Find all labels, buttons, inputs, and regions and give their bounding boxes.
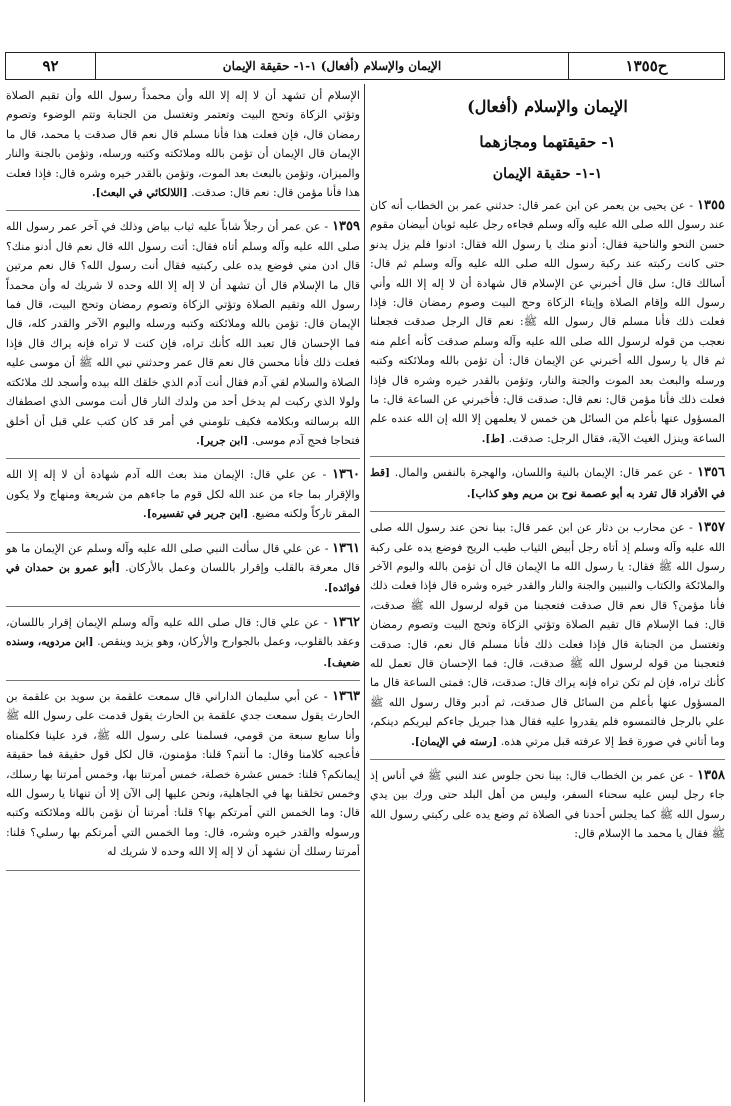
header-page-number: ٩٢ xyxy=(6,53,96,79)
hadith-entry xyxy=(6,687,360,863)
hadith-text: - عن أبي سليمان الداراني قال سمعت علقمة بن سويد بن علقمة بن الحارث يقول سمعت جدي علقمة بن الحارث يقول قدمت على رسول الله ﷺ وأنا سابع سبعة من قومي، فسلمنا على رسول الله ﷺ، فرد علينا فكلمناه فأعجبه كلامنا وقال: ما أنتم؟ قلنا: مؤمنون، قال لكل قول حقيقة فما حقيقة إيمانكم؟ قلنا: خمس عشرة خصلة، خمس أمرتنا بها، وخمس أمرتنا بها رسلك، وخمس تخلقنا بها في الجاهلية، ونحن عليها إلى الآن إلا أن تنهانا يا رسول الله قال: وما الخمس التي أمرتكم بها؟ قلنا: أمرتنا أن نؤمن بالله وملائكته وكتبه ورسوله والقدر خيره وشره، قال: وما الخمس التي أمرتكم بها رسلي؟ قلنا: أمرتنا رسلك أن نشهد أن لا إله إلا الله وحده لا شريك له xyxy=(6,689,360,859)
hadith-source: [ابن جرير]. xyxy=(196,434,249,447)
column-divider xyxy=(364,84,365,1102)
separator-line xyxy=(370,456,725,457)
hadith-number: ١٣٦٣ xyxy=(332,688,360,704)
hadith-source: [أبو عمرو بن حمدان في فوائده]. xyxy=(6,561,360,595)
hadith-number: ١٣٦٢ xyxy=(332,614,360,630)
hadith-entry xyxy=(370,518,725,752)
hadith-source: [رسته في الإيمان]. xyxy=(411,735,498,748)
hadith-entry xyxy=(370,463,725,504)
hadith-entry xyxy=(6,613,360,673)
hadith-source: [ابن جرير في تفسيره]. xyxy=(143,508,249,521)
hadith-text: - عن علي قال: الإيمان منذ بعث الله آدم شهادة أن لا إله إلا الله والإقرار بما جاء من عند الله لكل قوم ما جاءهم من شريعة ومنهاج ولا يكون المقر تاركاً ولكنه مضيع. xyxy=(6,468,360,521)
left-column xyxy=(6,86,360,878)
separator-line xyxy=(6,210,360,211)
hadith-entry xyxy=(6,465,360,524)
section-heading: ١- حقيقتهما ومجازهما xyxy=(479,133,616,151)
chapter-heading: الإيمان والإسلام (أفعال) xyxy=(467,97,628,116)
hadith-number: ١٣٥٦ xyxy=(697,465,725,481)
hadith-text: - عن عمر بن الخطاب قال: بينا نحن جلوس عند النبي ﷺ في أناس إذ جاء رجل ليس عليه سحناء السفر، وليس من أهل البلد حتى ورك بين يدي رسول الله ﷺ كما يجلس أحدنا في الصلاة ثم وضع يده على ركبتي رسول الله ﷺ فقال يا محمد ما الإسلام قال: xyxy=(370,768,725,841)
hadith-number: ١٣٥٥ xyxy=(697,198,725,213)
header-running-title: الإيمان والإسلام (أفعال) ١-١- حقيقة الإيمان xyxy=(96,53,569,79)
hadith-entry xyxy=(370,766,725,844)
hadith-number: ١٣٦٠ xyxy=(332,467,360,483)
hadith-text: - عن عمر قال: الإيمان بالنية واللسان، والهجرة بالنفس والمال. xyxy=(394,466,693,480)
subsection-heading: ١-١- حقيقة الإيمان xyxy=(492,166,603,182)
hadith-number: ١٣٥٨ xyxy=(697,767,725,783)
hadith-text: الإسلام أن تشهد أن لا إله إلا الله وأن محمداً رسول الله وأن تقيم الصلاة وتؤتي الزكاة وتحج البيت وتعتمر وتغتسل من الجنابة وتتم الوضوء وتصوم رمضان قال، فإن فعلت هذا فأنا مسلم قال نعم قال صدقت يا محمد، قال ما الإيمان قال الإيمان أن تؤمن بالله وملائكته وكتبه ورسله، وتؤمن بالجنة والنار والميزان، وتؤمن بالبعث بعد الموت، وتؤمن بالقدر خيره وشره قال: فإذا فعلت هذا فأنا مؤمن قال: نعم قال: صدقت. xyxy=(6,89,360,200)
separator-line xyxy=(6,680,360,681)
hadith-source: [ط]. xyxy=(481,432,506,445)
hadith-text: - عن علي قال: قال صلى الله عليه وآله وسلم الإيمان إقرار باللسان، وعقد بالقلوب، وعمل بالجوارح والأركان، وهو يزيد وينقص. xyxy=(6,615,360,649)
hadith-text: - عن يحيى بن يعمر عن ابن عمر قال: حدثني عمر بن الخطاب أنه كان عند رسول الله صلى الله عليه وآله وسلم فجاءه رجل عليه ثوبان أبيضان مقوم حسن النحو والناحية فقال: أدنو منك يا رسول الله فقال: ادنوا فلم يزل يدنو حتى كانت ركبته عند ركبة رسول الله صلى الله عليه وآله وسلم ثم قال: أسالك قال: سل قال أخبرني عن الإسلام قال شهادة أن لا إله إلا الله وأني رسول الله وإقام الصلاة وإيتاء الزكاة وحج البيت وصوم رمضان قال: فإذا فعلت ذلك فأنا مسلم قال رسول الله ﷺ: نعم قال الرجل صدقت فجعلنا نعجب من قوله لرسول الله صلى الله عليه وآله وسلم صدقت كأنه أعلم منه ثم قال يا رسول الله أخبرني عن الإيمان قال: أن تؤمن بالله وملائكته وكتبه ورسله والبعث بعد الموت والجنة والنار، وتؤمن بالقدر خيره وشره قال فإذا فعلت ذلك فأنا مؤمن قال: نعم قال: صدقت قال: فأخبرني عن الساعة قال: ما المسؤول عنها بأعلم من السائل هن خمس لا يعلمهن إلا الله إن الله عنده علم الساعة وينزل الغيث الآية، فقال الرجل: صدقت. xyxy=(370,199,725,445)
hadith-number: ١٣٦١ xyxy=(332,540,360,556)
hadith-continuation xyxy=(6,86,360,203)
page-header xyxy=(5,52,725,80)
hadith-source: [ابن مردويه، وسنده ضعيف]. xyxy=(6,636,360,669)
separator-line xyxy=(6,606,360,607)
hadith-text: - عن عمر أن رجلاً شاباً عليه ثياب بياض وذلك في آخر عمر رسول الله صلى الله عليه وآله وسلم أتاه فقال: أتت رسول الله قال نعم قال أدنو منك؟ قال ادن مني فوضع يده على ركبتيه فقال أنت رسول الله؟ قال نعم مرتين قال ما الإسلام قال أن تشهد أن لا إله إلا الله وحده لا شريك له وأن محمداً رسول الله وتقيم الصلاة وتؤتي الزكاة وتصوم رمضان وتحج البيت، قال فما الإيمان قال: تؤمن بالله وملائكته وكتبه ورسله واليوم الآخر والقدر كله، قال فما الإحسان قال تعبد الله كأنك تراه، فإن كنت لا تراه فإنه يراك قال فإذا فعلت ذلك فأنا محسن قال نعم قال عمر وحدثني نبي الله ﷺ أن موسى عليه الصلاة والسلام لقي آدم فقال أنت آدم الذي خلقك الله بيده وأسجد لك ملائكته ولولا الذي ركبت لم يدخل أحد من ولدك النار قال أنت موسى الذي اصطفاك الله برسالته وبكلامه فكيف تلومني في أمر قد كان كتب علي قبل أن أخلق فتحاجا فحج آدم موسى. xyxy=(6,220,360,447)
separator-line xyxy=(370,511,725,512)
hadith-entry xyxy=(6,539,360,599)
separator-line xyxy=(6,532,360,533)
hadith-entry xyxy=(6,217,360,451)
hadith-entry xyxy=(370,196,725,449)
hadith-source: [قط في الأفراد قال تفرد به أبو عصمة نوح بن مريم وهو كذاب]. xyxy=(370,467,725,500)
separator-line xyxy=(6,458,360,459)
right-column xyxy=(370,86,725,851)
separator-line xyxy=(6,870,360,871)
hadith-source: [اللالكائي في البعث]. xyxy=(91,187,188,200)
hadith-number: ١٣٥٩ xyxy=(332,219,361,235)
hadith-text: - عن علي قال سألت النبي صلى الله عليه وآله وسلم عن الإيمان ما هو قال معرفة بالقلب وإقرار باللسان وعمل بالأركان. xyxy=(6,541,360,574)
hadith-number: ١٣٥٧ xyxy=(697,520,726,536)
hadith-text: - عن محارب بن دثار عن ابن عمر قال: بينا نحن عند رسول الله صلى الله عليه وآله وسلم إذ أتاه رجل أبيض الثياب طيب الريح فوضع يده على ركبة رسول الله ﷺ فقال: يا رسول الله ما الإيمان قال أن تؤمن بالله واليوم الآخر والملائكة والكتاب والنبيين والجنة والنار والقدر خيره وشره قال فإذا فعلت ذلك فأنا مؤمن؟ قال نعم قال صدقت فتعجبنا من قوله لرسول الله ﷺ صدقت، قال: فما الإسلام قال تقيم الصلاة وتؤتي الزكاة وتحج البيت وتصوم رمضان وتغتسل من الجنابة قال فإذا فعلت ذلك فأنا مسلم قال نعم، قال: صدقت فتعجبنا من قوله لرسول الله ﷺ صدقت، قال: فما الإحسان قال تعمل لله كأنك تراه، فإن لم تكن تراه فإنه يراك قال: صدقت، قال: فمتى الساعة قال ما المسؤول عنها بأعلم من السائل قال صدقت، ثم أدبر وقال رسول الله ﷺ علي بالرجل فالتمسوه فلم يقدروا عليه فقال هذا جبريل جاءكم ليريكم دينكم، وما أتاني في صورة قط إلا عرفته قبل مرتي هذه. xyxy=(370,521,725,748)
header-section-number: ح١٣٥٥ xyxy=(625,57,668,75)
separator-line xyxy=(370,759,725,760)
